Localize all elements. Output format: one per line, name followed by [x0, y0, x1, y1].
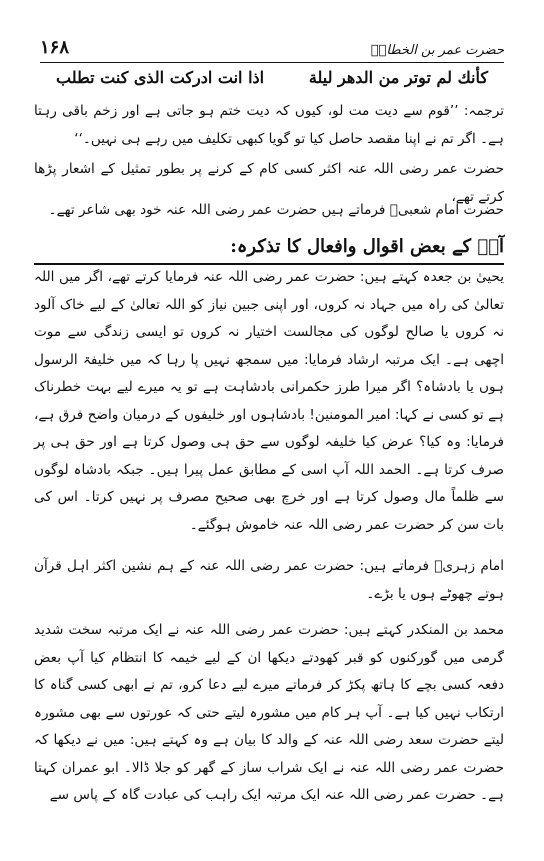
section-heading-text: آپؓ کے بعض اقوال وافعال کا تذکرہ:: [230, 236, 504, 257]
translation-paragraph: ترجمہ: ’’قوم سے دیت مت لو، کیوں کہ دیت ختم ہو جاتی ہے اور زخم باقی رہتا ہے۔ اگر تم نے اپنا مقصد حاصل کیا تو گویا کبھی تکلیف میں رہے ہی نہیں۔‘‘: [34, 103, 504, 147]
paragraph-yahya-narration: یحییٰ بن جعدہ کہتے ہیں: حضرت عمر رضی اللہ عنہ فرمایا کرتے تھے، اگر میں اللہ تعالیٰ کی راہ میں جہاد نہ کروں، اور اپنی جبین نیاز کو اللہ تعالیٰ کے لیے خاک آلود نہ کروں یا صالح لوگوں کی مجالست اختیار نہ کروں تو ایسی زندگی سے موت اچھی ہے۔ ایک مرتبہ ارشاد فرمایا: میں سمجھ نہیں پا رہا کہ میں خلیفۃ الرسول ہوں یا بادشاہ؟ اگر میرا طرز حکمرانی بادشاہت ہے تو یہ میرے لیے بہت خطرناک ہے تو کسی نے کہا: امیر المومنین! بادشاہوں اور خلیفوں کے درمیان واضح فرق ہے، فرمایا: وہ کیا؟ عرض کیا خلیفہ لوگوں سے حق ہی وصول کرتا ہے اور حق ہی پر صرف کرتا ہے۔ الحمد اللہ آپ اسی کے مطابق عمل پیرا ہیں۔ جبکہ بادشاہ لوگوں سے ظلماً مال وصول کرتا ہے اور خرچ بھی صحیح مصرف پر نہیں کرتا۔ اس کی بات سن کر حضرت عمر رضی اللہ عنہ خاموش ہوگئے۔: [34, 269, 504, 533]
verse-second-hemistich: اذا انت ادركت الذى كنت تطلب: [56, 68, 265, 87]
verse-first-hemistich: كأنك لم توتر من الدهر ليلة: [308, 68, 488, 87]
page-header: [40, 28, 504, 58]
section-heading: [34, 231, 504, 265]
paragraph-poetry-habit: حضرت عمر رضی اللہ عنہ اکثر کسی کام کے کرنے پر بطور تمثیل کے اشعار پڑھا کرتے تھے،: [34, 161, 504, 205]
paragraph-shabi-quote: حضرت امام شعبیؒ فرماتے ہیں حضرت عمر رضی اللہ عنہ خود بھی شاعر تھے۔: [48, 202, 504, 218]
header-divider: [40, 62, 504, 63]
book-title: حضرت عمر بن الخطابؓ: [370, 43, 504, 58]
paragraph-munkadir-narration: محمد بن المنکدر کہتے ہیں: حضرت عمر رضی اللہ عنہ نے ایک مرتبہ سخت شدید گرمی میں گورکنوں کو قبر کھودتے دیکھا ان کے لیے خیمہ کا انتظام کیا آپ بعض دفعہ کسی بچے کا ہاتھ پکڑ کر فرماتے میرے لیے دعا کرو، تم نے ابھی کسی گناہ کا ارتکاب نہیں کیا ہے۔ آپ ہر کام میں مشورہ لیتے حتی کہ عورتوں سے بھی مشورہ لیتے حضرت سعد رضی اللہ عنہ کے والد کا بیان ہے وہ کہتے ہیں: میں نے دیکھا کہ حضرت عمر رضی اللہ عنہ نے ایک شراب ساز کے گھر کو جلا ڈالا۔ ابو عمران کہتا ہے۔ حضرت عمر رضی اللہ عنہ ایک مرتبہ ایک راہب کی عبادت گاہ کے پاس سے: [34, 622, 504, 803]
page-number: ۱۶۸: [40, 37, 70, 58]
arabic-verse: [56, 68, 488, 96]
paragraph-zuhri-narration: امام زہریؒ فرماتے ہیں: حضرت عمر رضی اللہ عنہ کے ہم نشین اکثر اہل قرآن ہوتے چھوٹے ہوں یا بڑے۔: [34, 558, 504, 602]
